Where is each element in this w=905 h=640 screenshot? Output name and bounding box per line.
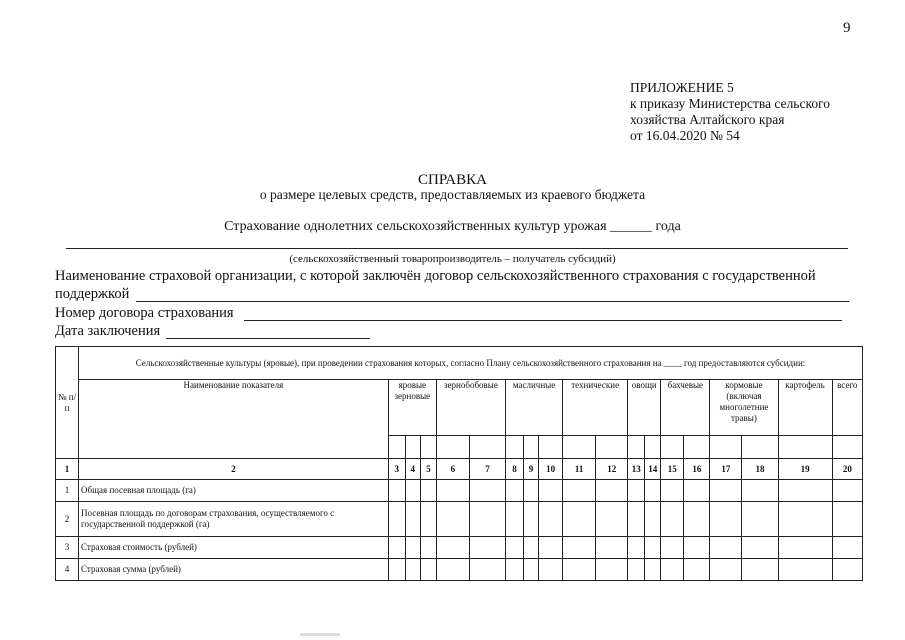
value-cell[interactable] [405, 559, 420, 581]
column-number-cell: 1 [56, 459, 79, 480]
column-number-cell: 9 [524, 459, 539, 480]
crop-group-header: картофель [778, 380, 832, 436]
value-cell[interactable] [388, 502, 405, 537]
value-cell[interactable] [405, 480, 420, 502]
value-cell[interactable] [832, 537, 862, 559]
value-cell[interactable] [469, 537, 505, 559]
value-cell[interactable] [742, 559, 778, 581]
row-number: 2 [56, 502, 79, 537]
subheader-cell [661, 436, 684, 459]
recipient-caption: (сельскохозяйственный товаропроизводитель – получатель субсидий) [289, 253, 616, 265]
insurer-fill-line[interactable] [136, 301, 849, 302]
subheader-cell [742, 436, 778, 459]
column-number-cell: 7 [469, 459, 505, 480]
column-number-cell: 16 [684, 459, 710, 480]
column-number-cell: 4 [405, 459, 420, 480]
contract-number-label: Номер договора страхования [55, 305, 234, 321]
row-number: 3 [56, 537, 79, 559]
column-number-cell: 3 [388, 459, 405, 480]
value-cell[interactable] [469, 559, 505, 581]
value-cell[interactable] [628, 502, 645, 537]
value-cell[interactable] [710, 559, 742, 581]
value-cell[interactable] [405, 502, 420, 537]
crop-group-header: кормовые (включая многолетние травы) [710, 380, 778, 436]
value-cell[interactable] [420, 480, 436, 502]
value-cell[interactable] [436, 502, 469, 537]
col-num-header: № п/п [56, 347, 79, 459]
value-cell[interactable] [420, 502, 436, 537]
column-number-cell: 15 [661, 459, 684, 480]
subheader-cell [778, 436, 832, 459]
subheader-cell [628, 436, 645, 459]
subheader-cell [710, 436, 742, 459]
subheader-cell [524, 436, 539, 459]
subheader-cell [420, 436, 436, 459]
value-cell[interactable] [645, 480, 661, 502]
insurance-line: Страхование однолетних сельскохозяйственных культур урожая ______ года [224, 219, 681, 234]
value-cell[interactable] [405, 537, 420, 559]
value-cell[interactable] [505, 480, 523, 502]
row-label: Общая посевная площадь (га) [79, 480, 389, 502]
value-cell[interactable] [710, 502, 742, 537]
column-number-cell: 2 [79, 459, 389, 480]
value-cell[interactable] [742, 480, 778, 502]
crop-group-header: яровые зерновые [388, 380, 436, 436]
crop-group-header: всего [832, 380, 862, 436]
table-row [56, 502, 863, 537]
value-cell[interactable] [436, 480, 469, 502]
value-cell[interactable] [539, 559, 563, 581]
subheader-cell [539, 436, 563, 459]
appendix-line-2: к приказу Министерства сельского [630, 96, 831, 111]
subheader-cell [436, 436, 469, 459]
value-cell[interactable] [684, 502, 710, 537]
contract-date-fill-line[interactable] [166, 338, 370, 339]
value-cell[interactable] [505, 502, 523, 537]
value-cell[interactable] [524, 559, 539, 581]
crop-group-header: масличные [505, 380, 562, 436]
value-cell[interactable] [628, 559, 645, 581]
value-cell[interactable] [742, 502, 778, 537]
value-cell[interactable] [388, 559, 405, 581]
column-number-cell: 20 [832, 459, 862, 480]
appendix-line-3: хозяйства Алтайского края [630, 112, 785, 127]
column-number-cell: 6 [436, 459, 469, 480]
value-cell[interactable] [661, 480, 684, 502]
value-cell[interactable] [539, 537, 563, 559]
value-cell[interactable] [505, 537, 523, 559]
value-cell[interactable] [596, 480, 628, 502]
insurer-label: Наименование страховой организации, с которой заключён договор сельскохозяйственного страхования с государственной [55, 268, 816, 284]
value-cell[interactable] [420, 559, 436, 581]
crop-group-header: технические [563, 380, 628, 436]
subheader-cell [684, 436, 710, 459]
value-cell[interactable] [684, 480, 710, 502]
subheader-cell [505, 436, 523, 459]
row-number: 1 [56, 480, 79, 502]
value-cell[interactable] [684, 537, 710, 559]
table-row [56, 537, 863, 559]
value-cell[interactable] [832, 480, 862, 502]
column-number-row [56, 459, 863, 480]
support-label: поддержкой [55, 286, 130, 302]
value-cell[interactable] [436, 537, 469, 559]
appendix-line-1: ПРИЛОЖЕНИЕ 5 [630, 80, 734, 95]
value-cell[interactable] [388, 480, 405, 502]
scan-artifact [300, 633, 340, 636]
value-cell[interactable] [778, 537, 832, 559]
document-title: СПРАВКА [418, 172, 487, 188]
row-label: Страховая стоимость (рублей) [79, 537, 389, 559]
recipient-fill-line[interactable] [66, 248, 848, 249]
indicator-header: Наименование показателя [79, 380, 389, 459]
value-cell[interactable] [628, 480, 645, 502]
row-number: 4 [56, 559, 79, 581]
subheader-cell [405, 436, 420, 459]
value-cell[interactable] [539, 480, 563, 502]
value-cell[interactable] [563, 502, 596, 537]
column-number-cell: 10 [539, 459, 563, 480]
column-number-cell: 13 [628, 459, 645, 480]
column-number-cell: 18 [742, 459, 778, 480]
contract-number-fill-line[interactable] [244, 320, 842, 321]
value-cell[interactable] [436, 559, 469, 581]
value-cell[interactable] [539, 502, 563, 537]
crops-header: Сельскохозяйственные культуры (яровые), при проведении страхования которых, согласно Плану сельскохозяйственного страхования на ____ год предоставляются субсидии: [79, 347, 863, 380]
subsidy-table [55, 346, 863, 581]
value-cell[interactable] [596, 502, 628, 537]
value-cell[interactable] [596, 559, 628, 581]
value-cell[interactable] [684, 559, 710, 581]
crop-group-header: зернобобовые [436, 380, 505, 436]
column-number-cell: 12 [596, 459, 628, 480]
row-label: Посевная площадь по договорам страхования, осуществляемого с государственной поддержкой (га) [79, 502, 389, 537]
subheader-cell [832, 436, 862, 459]
subheader-cell [388, 436, 405, 459]
value-cell[interactable] [832, 559, 862, 581]
appendix-block [630, 80, 830, 144]
crop-group-header: бахчевые [661, 380, 710, 436]
document-subtitle: о размере целевых средств, предоставляемых из краевого бюджета [259, 187, 646, 202]
subheader-cell [596, 436, 628, 459]
appendix-line-4: от 16.04.2020 № 54 [630, 128, 740, 143]
value-cell[interactable] [645, 559, 661, 581]
crop-group-header: овощи [628, 380, 661, 436]
value-cell[interactable] [710, 480, 742, 502]
value-cell[interactable] [524, 502, 539, 537]
value-cell[interactable] [742, 537, 778, 559]
table-row [56, 559, 863, 581]
table-row [56, 480, 863, 502]
value-cell[interactable] [563, 480, 596, 502]
value-cell[interactable] [469, 480, 505, 502]
value-cell[interactable] [710, 537, 742, 559]
subheader-cell [563, 436, 596, 459]
column-number-cell: 19 [778, 459, 832, 480]
value-cell[interactable] [778, 480, 832, 502]
value-cell[interactable] [563, 537, 596, 559]
value-cell[interactable] [469, 502, 505, 537]
value-cell[interactable] [778, 559, 832, 581]
subheader-cell [645, 436, 661, 459]
value-cell[interactable] [596, 537, 628, 559]
value-cell[interactable] [832, 502, 862, 537]
value-cell[interactable] [505, 559, 523, 581]
value-cell[interactable] [524, 537, 539, 559]
value-cell[interactable] [388, 537, 405, 559]
value-cell[interactable] [645, 502, 661, 537]
contract-date-label: Дата заключения [55, 323, 161, 339]
page-number: 9 [843, 20, 851, 36]
column-number-cell: 11 [563, 459, 596, 480]
value-cell[interactable] [645, 537, 661, 559]
column-number-cell: 8 [505, 459, 523, 480]
column-number-cell: 14 [645, 459, 661, 480]
value-cell[interactable] [420, 537, 436, 559]
column-number-cell: 5 [420, 459, 436, 480]
value-cell[interactable] [778, 502, 832, 537]
value-cell[interactable] [524, 480, 539, 502]
value-cell[interactable] [661, 502, 684, 537]
column-number-cell: 17 [710, 459, 742, 480]
value-cell[interactable] [661, 559, 684, 581]
row-label: Страховая сумма (рублей) [79, 559, 389, 581]
value-cell[interactable] [628, 537, 645, 559]
value-cell[interactable] [563, 559, 596, 581]
subheader-cell [469, 436, 505, 459]
value-cell[interactable] [661, 537, 684, 559]
